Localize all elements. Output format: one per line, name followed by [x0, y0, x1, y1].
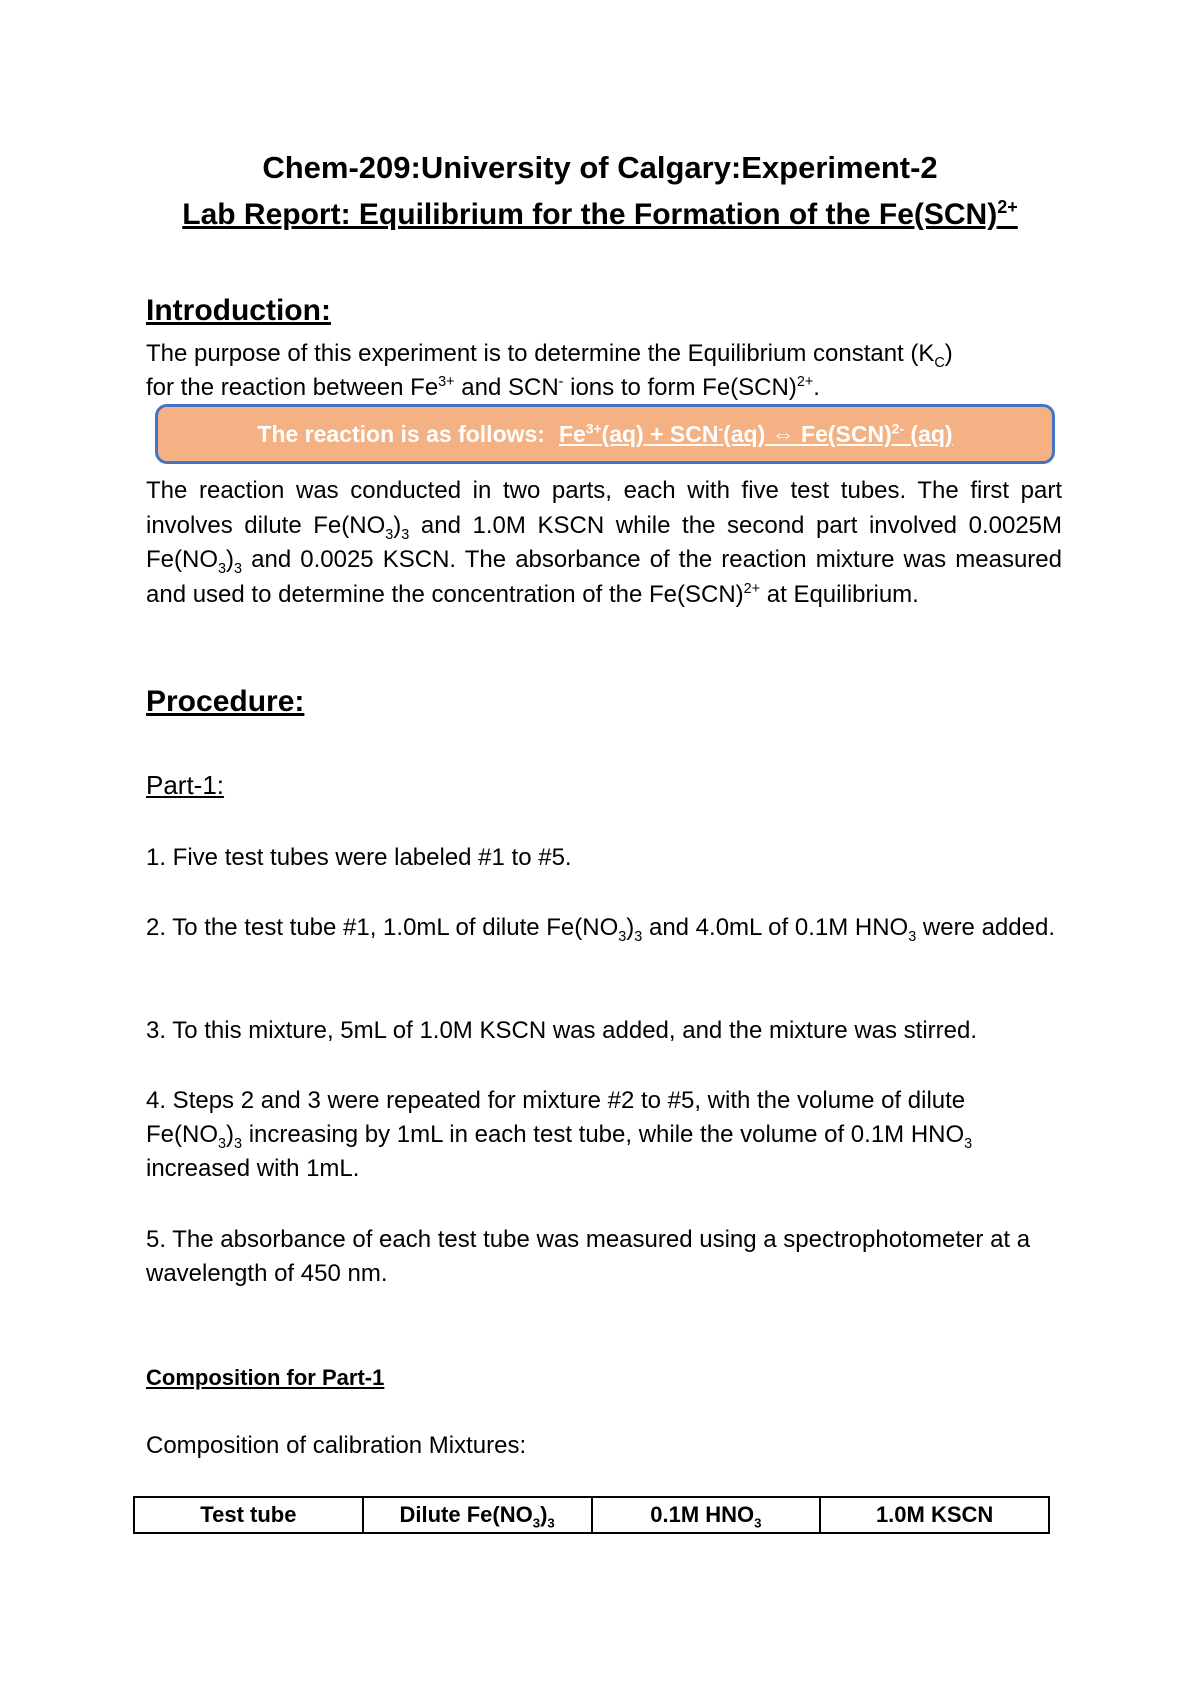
subscript: 3 — [218, 560, 227, 577]
procedure-step-4 — [146, 1084, 1062, 1186]
intro-text: ) — [944, 340, 953, 367]
subscript: 3 — [547, 1515, 555, 1531]
intro-text: The purpose of this experiment is to determine the Equilibrium constant (K — [146, 340, 935, 367]
step-text: increased with 1mL. — [146, 1155, 360, 1182]
step-text: increasing by 1mL in each test tube, while the volume of 0.1M HNO — [242, 1121, 965, 1148]
step-text: 2. To the test tube #1, 1.0mL of dilute Fe(NO — [146, 914, 619, 941]
introduction-heading: Introduction: — [146, 294, 331, 327]
reaction-callout — [155, 404, 1055, 464]
part1-heading: Part-1: — [146, 770, 225, 800]
subscript: 3 — [532, 1515, 541, 1531]
complex-charge: 2+ — [796, 374, 814, 390]
step-text: and 4.0mL of 0.1M HNO — [642, 914, 909, 941]
table-header-row — [134, 1497, 1049, 1533]
subscript: 3 — [234, 560, 243, 577]
reaction-text: (aq) + SCN — [601, 420, 719, 447]
report-title-text: Lab Report: Equilibrium for the Formation of the Fe(SCN) — [182, 198, 998, 231]
subscript: 3 — [618, 928, 627, 945]
subscript: 3 — [754, 1515, 762, 1531]
header-test-tube: Test tube — [134, 1497, 363, 1533]
procedure-heading: Procedure: — [146, 685, 305, 718]
subscript: 3 — [908, 928, 917, 945]
subscript: 3 — [234, 1135, 243, 1152]
para-text: The reaction was conducted in two parts, each with five test tubes. The first part involves dilute Fe(NO — [146, 477, 1062, 539]
step-text: ) — [626, 914, 635, 941]
reaction-equation — [559, 421, 953, 448]
header-text: Dilute Fe(NO — [399, 1502, 533, 1527]
kc-subscript: C — [934, 354, 945, 371]
reaction-charge: - — [718, 420, 724, 436]
header-text: 0.1M HNO — [650, 1502, 755, 1527]
para-text: and 0.0025 KSCN. The absorbance of the reaction mixture was measured and used to determine the concentration of the Fe(SCN) — [146, 546, 1062, 608]
para-text: at Equilibrium. — [760, 580, 919, 608]
reaction-text: (aq) — [904, 420, 953, 447]
header-dilute-fe-no3 — [363, 1497, 592, 1533]
header-kscn: 1.0M KSCN — [820, 1497, 1049, 1533]
reaction-label: The reaction is as follows: — [257, 420, 545, 447]
intro-text: ions to form Fe(SCN) — [563, 374, 797, 401]
header-text: ) — [540, 1502, 548, 1527]
subscript: 3 — [634, 928, 643, 945]
intro-text: for the reaction between Fe — [146, 374, 439, 401]
complex-charge: 2+ — [743, 580, 761, 597]
reaction-charge: 2- — [891, 420, 905, 436]
document-title: Chem-209:University of Calgary:Experiment-2 — [262, 150, 938, 185]
step-text: 4. Steps 2 and 3 were repeated for mixture #2 to #5, with the volume of dilute Fe(NO — [146, 1087, 966, 1148]
step-text: were added. — [916, 914, 1055, 941]
step-text: ) — [226, 1121, 235, 1148]
procedure-step-5: 5. The absorbance of each test tube was measured using a spectrophotometer at a wavelength of 450 nm. — [146, 1226, 1031, 1287]
header-hno3 — [592, 1497, 821, 1533]
intro-line-2 — [146, 374, 820, 402]
intro-text: and SCN — [454, 374, 559, 401]
reaction-text: (aq) ⇔ Fe(SCN) — [723, 420, 892, 447]
composition-table — [133, 1496, 1050, 1534]
subscript: 3 — [385, 526, 394, 543]
scn-charge: - — [558, 374, 564, 390]
reaction-charge: 3+ — [585, 420, 602, 436]
report-title-charge: 2+ — [997, 197, 1018, 217]
intro-line-1 — [146, 340, 953, 371]
para-text: ) — [226, 546, 235, 573]
procedure-step-3: 3. To this mixture, 5mL of 1.0M KSCN was added, and the mixture was stirred. — [146, 1017, 978, 1044]
composition-subheading: Composition of calibration Mixtures: — [146, 1432, 527, 1459]
intro-paragraph-2 — [146, 474, 1062, 612]
composition-heading: Composition for Part-1 — [146, 1365, 385, 1390]
subscript: 3 — [964, 1135, 973, 1152]
para-text: and 1.0M KSCN while the second part involved 0.0025M Fe(NO — [146, 511, 1063, 573]
intro-text: . — [813, 374, 820, 401]
report-title — [0, 198, 1200, 232]
fe-charge: 3+ — [438, 374, 455, 390]
para-text: ) — [393, 511, 402, 539]
subscript: 3 — [218, 1135, 227, 1152]
reaction-text: Fe — [558, 420, 586, 447]
procedure-step-1: 1. Five test tubes were labeled #1 to #5. — [146, 844, 572, 871]
subscript: 3 — [401, 526, 410, 543]
procedure-step-2 — [146, 911, 1062, 945]
